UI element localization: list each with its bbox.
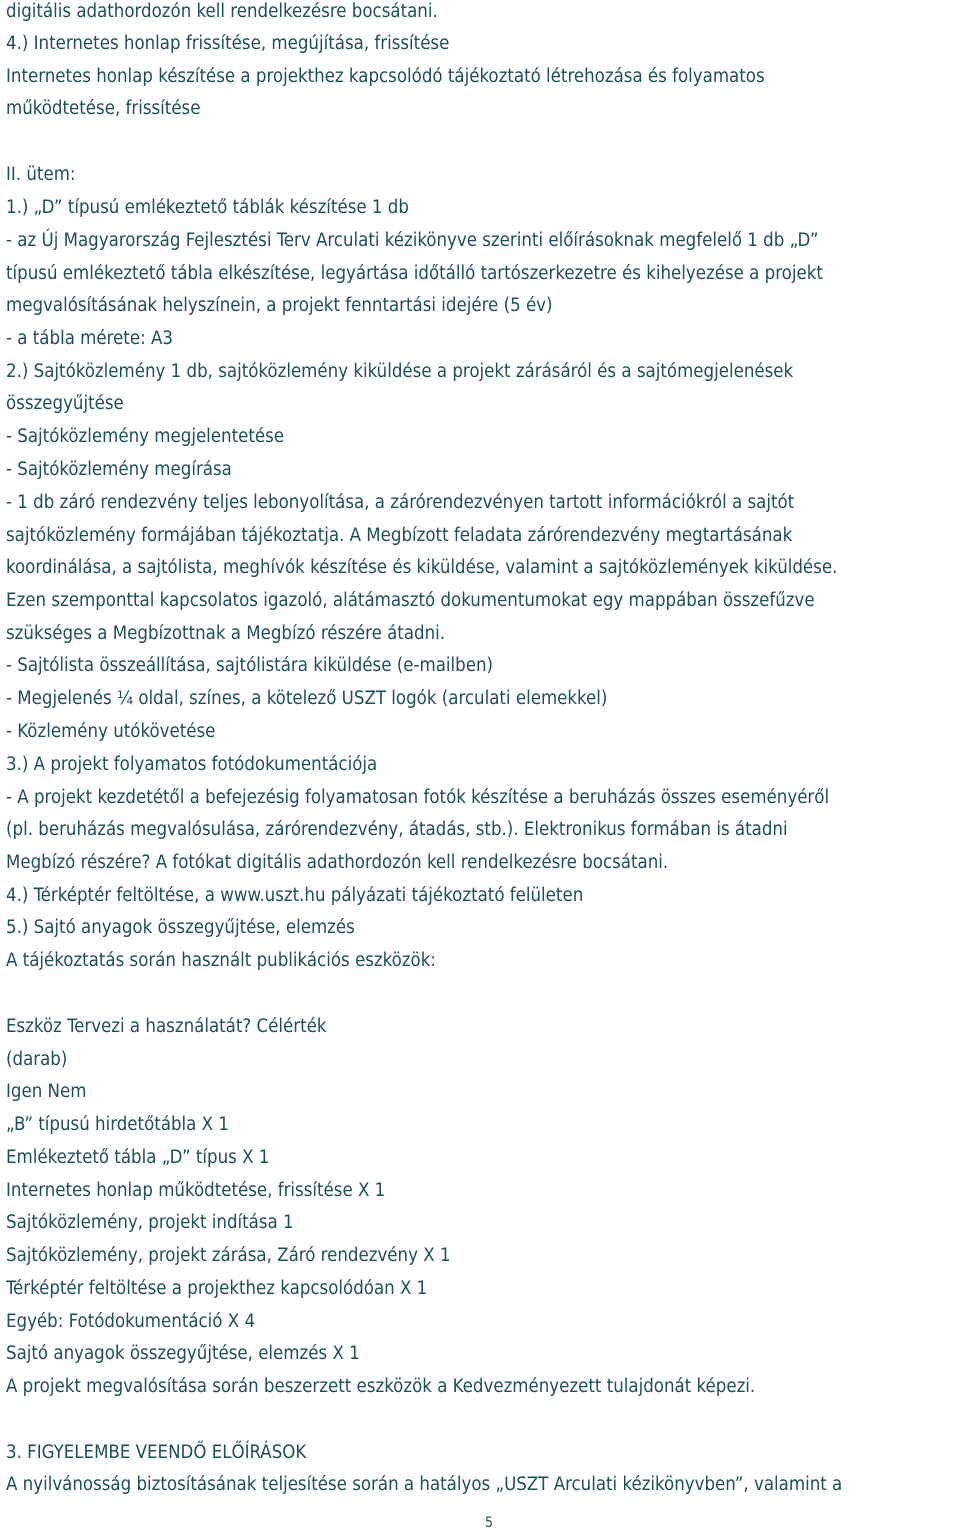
text-line: - Megjelenés ¼ oldal, színes, a kötelező USZT logók (arculati elemekkel) [6, 688, 608, 709]
text-line: 3.) A projekt folyamatos fotódokumentációja [6, 754, 378, 775]
text-line: megvalósításának helyszínein, a projekt fenntartási idejére (5 év) [6, 295, 553, 316]
text-line: - 1 db záró rendezvény teljes lebonyolítása, a zárórendezvényen tartott információkról a sajtót [6, 492, 795, 513]
section-heading: 3. FIGYELEMBE VEENDŐ ELŐÍRÁSOK [6, 1442, 307, 1463]
text-line: Sajtó anyagok összegyűjtése, elemzés X 1 [6, 1343, 360, 1364]
text-line: „B” típusú hirdetőtábla X 1 [6, 1114, 229, 1135]
text-line: típusú emlékeztető tábla elkészítése, legyártása időtálló tartószerkezetre és kihelyezése a projekt [6, 263, 823, 284]
text-line: 2.) Sajtóközlemény 1 db, sajtóközlemény kiküldése a projekt zárásáról és a sajtómegjelenések [6, 361, 794, 382]
text-line: A nyilvánosság biztosításának teljesítése során a hatályos „USZT Arculati kézikönyvben”, valamint a [6, 1474, 843, 1495]
text-line: Igen Nem [6, 1081, 87, 1102]
text-line: Internetes honlap működtetése, frissítése X 1 [6, 1180, 386, 1201]
text-line: Sajtóközlemény, projekt indítása 1 [6, 1212, 294, 1233]
text-line: - az Új Magyarország Fejlesztési Terv Arculati kézikönyve szerinti előírásoknak megfelelő 1 db „D” [6, 230, 819, 251]
text-line: - Sajtólista összeállítása, sajtólistára kiküldése (e-mailben) [6, 655, 493, 676]
text-line: szükséges a Megbízottnak a Megbízó részére átadni. [6, 623, 446, 644]
text-line: II. ütem: [6, 164, 76, 185]
text-line: Ezen szemponttal kapcsolatos igazoló, alátámasztó dokumentumokat egy mappában összefűzve [6, 590, 815, 611]
text-line: A tájékoztatás során használt publikációs eszközök: [6, 950, 436, 971]
text-line: (pl. beruházás megvalósulása, zárórendezvény, átadás, stb.). Elektronikus formában is átadni [6, 819, 788, 840]
text-line: 4.) Internetes honlap frissítése, megújítása, frissítése [6, 33, 450, 54]
text-line: Eszköz Tervezi a használatát? Célérték [6, 1016, 327, 1037]
page-number: 5 [484, 1515, 493, 1531]
text-line: - Sajtóközlemény megírása [6, 459, 232, 480]
text-line: Egyéb: Fotódokumentáció X 4 [6, 1311, 256, 1332]
text-line: Sajtóközlemény, projekt zárása, Záró rendezvény X 1 [6, 1245, 451, 1266]
text-line: A projekt megvalósítása során beszerzett eszközök a Kedvezményezett tulajdonát képezi. [6, 1376, 756, 1397]
text-line: Internetes honlap készítése a projekthez kapcsolódó tájékoztató létrehozása és folyamatos [6, 66, 765, 87]
text-line: digitális adathordozón kell rendelkezésre bocsátani. [6, 1, 438, 22]
text-line: - Közlemény utókövetése [6, 721, 216, 742]
text-line: Térképtér feltöltése a projekthez kapcsolódóan X 1 [6, 1278, 428, 1299]
text-line: működtetése, frissítése [6, 98, 201, 119]
text-line: - Sajtóközlemény megjelentetése [6, 426, 285, 447]
text-line: koordinálása, a sajtólista, meghívók készítése és kiküldése, valamint a sajtóközlemények kiküldése. [6, 557, 838, 578]
text-line: - a tábla mérete: A3 [6, 328, 173, 349]
text-line: Emlékeztető tábla „D” típus X 1 [6, 1147, 270, 1168]
text-line: 4.) Térképtér feltöltése, a www.uszt.hu pályázati tájékoztató felületen [6, 885, 584, 906]
text-line: Megbízó részére? A fotókat digitális adathordozón kell rendelkezésre bocsátani. [6, 852, 669, 873]
text-line: (darab) [6, 1049, 68, 1070]
text-line: 5.) Sajtó anyagok összegyűjtése, elemzés [6, 917, 355, 938]
text-line: - A projekt kezdetétől a befejezésig folyamatosan fotók készítése a beruházás összes eseményéről [6, 787, 830, 808]
text-line: 1.) „D” típusú emlékeztető táblák készítése 1 db [6, 197, 409, 218]
text-line: összegyűjtése [6, 393, 124, 414]
text-line: sajtóközlemény formájában tájékoztatja. A Megbízott feladata zárórendezvény megtartásának [6, 525, 793, 546]
